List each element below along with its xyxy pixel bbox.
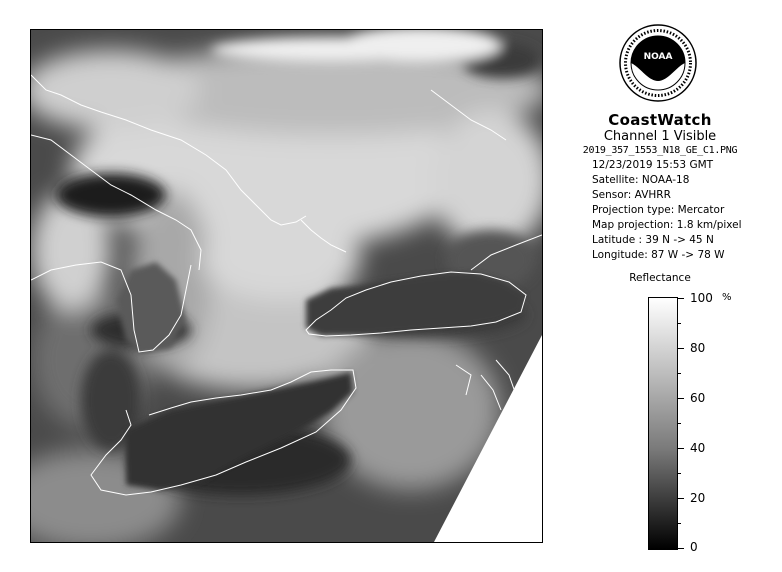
legend-minor-tick [678, 523, 681, 524]
satellite-image [30, 29, 543, 543]
noaa-logo-text: NOAA [643, 52, 673, 62]
legend-unit: % [722, 292, 732, 303]
meta-satellite: Satellite: NOAA-18 [592, 174, 690, 186]
meta-longitude: Longitude: 87 W -> 78 W [592, 249, 725, 261]
metadata-list [592, 158, 742, 263]
legend-minor-tick [678, 423, 681, 424]
legend-tick [678, 548, 684, 549]
legend-tick [678, 498, 684, 499]
meta-latitude: Latitude : 39 N -> 45 N [592, 234, 714, 246]
legend-title: Reflectance [629, 272, 691, 284]
reflectance-colorbar [648, 297, 678, 550]
legend-tick [678, 348, 684, 349]
satellite-image-svg [31, 30, 542, 542]
legend-minor-tick [678, 473, 681, 474]
channel-name: Channel 1 Visible [603, 129, 717, 144]
legend-label-80: 80 [690, 341, 706, 355]
legend-label-0: 0 [690, 540, 698, 554]
legend-minor-tick [678, 373, 681, 374]
meta-datetime: 12/23/2019 15:53 GMT [592, 159, 714, 171]
legend-minor-tick [678, 323, 681, 324]
product-info [560, 112, 760, 158]
meta-map-projection: Map projection: 1.8 km/pixel [592, 219, 742, 231]
legend-label-60: 60 [690, 391, 706, 405]
meta-sensor: Sensor: AVHRR [592, 189, 671, 201]
legend-label-40: 40 [690, 441, 706, 455]
meta-projection-type: Projection type: Mercator [592, 204, 725, 216]
legend-label-100: 100 [690, 291, 713, 305]
legend-label-20: 20 [690, 491, 706, 505]
noaa-logo [618, 23, 698, 103]
file-name: 2019_357_1553_N18_GE_C1.PNG [582, 145, 738, 156]
brand-title: CoastWatch [608, 111, 712, 129]
legend-tick [678, 298, 684, 299]
legend-tick [678, 398, 684, 399]
legend-tick [678, 448, 684, 449]
noaa-seal-icon [618, 23, 698, 103]
